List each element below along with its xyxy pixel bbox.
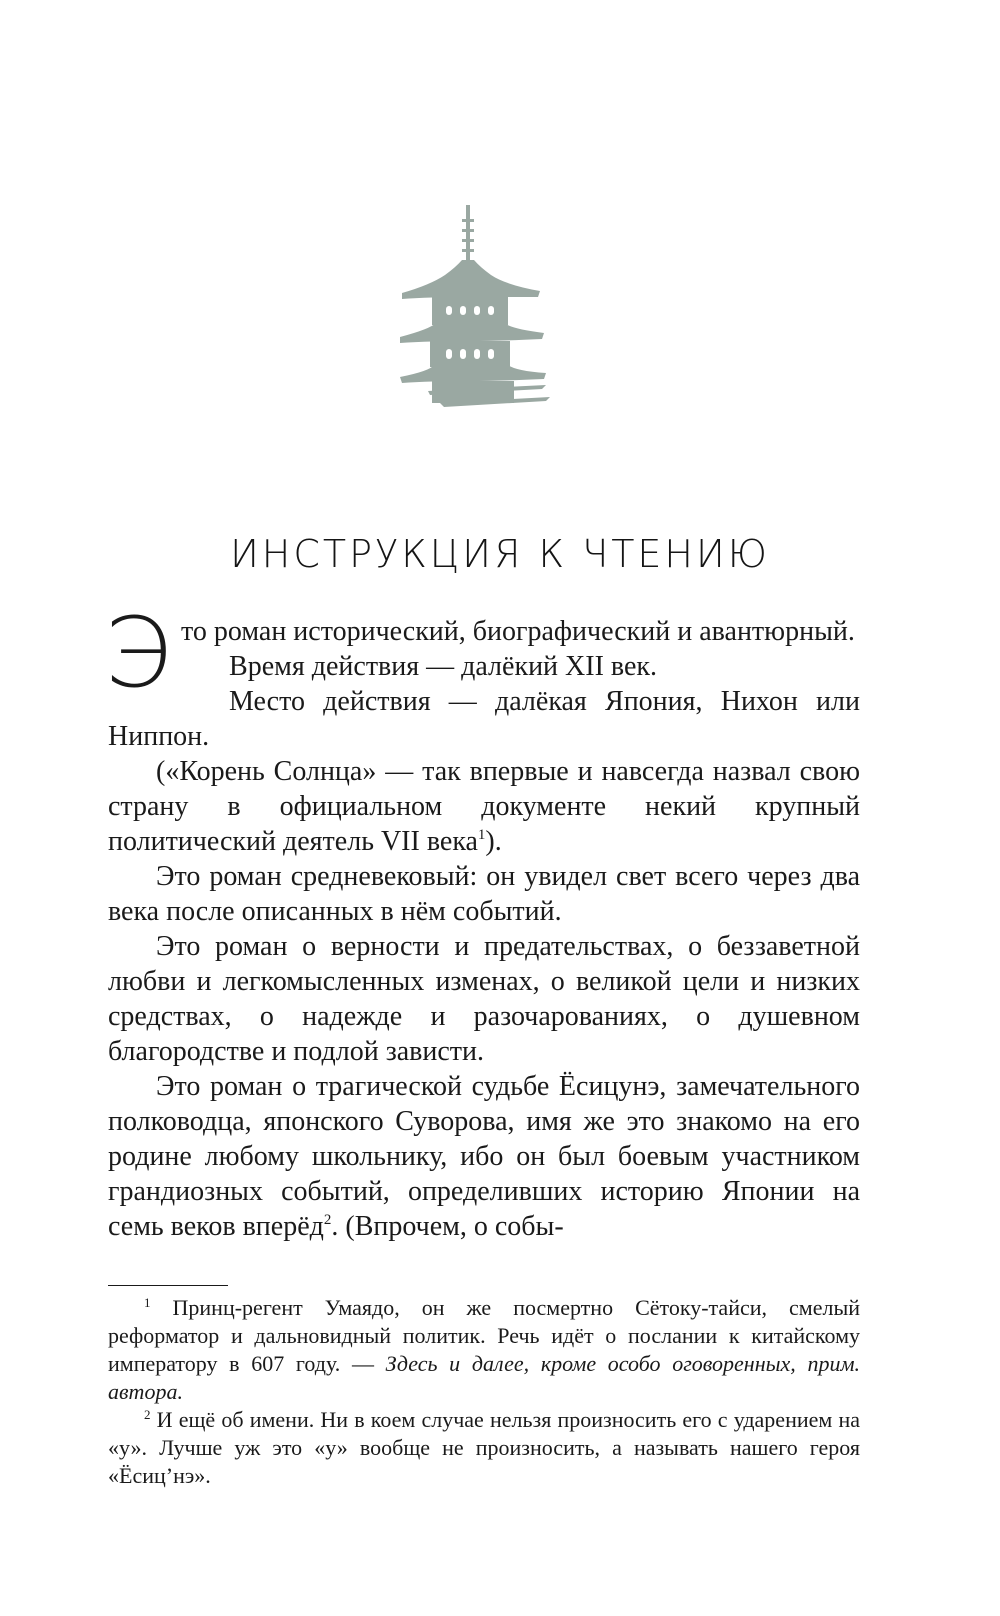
paragraph: Это роман средневековый: он увидел свет всего через два века после описанных в нём событий. xyxy=(108,861,860,927)
paragraph: Это роман исторический, биографический и авантюрный. xyxy=(104,597,855,709)
pagoda-icon xyxy=(400,205,570,415)
footnote-ref[interactable]: 2 xyxy=(323,1212,332,1228)
drop-cap: Э xyxy=(104,597,172,709)
paragraph: («Корень Солнца» — так впервые и навсегда назвал свою страну в официальном документе некий крупный политический деятель VII века$^1$). xyxy=(108,756,860,857)
paragraph: Это роман о трагической судьбе Ёсицунэ, замечательного полководца, японского Суворова, имя же это знакомо на его родине любому школьнику, ибо он был боевым участником грандиозных событий, определивших историю Японии на семь веков вперёд$^2$. (Впрочем, о собы- xyxy=(108,1071,860,1242)
body-text xyxy=(104,597,860,1244)
paragraph: Время действия — далёкий XII век. xyxy=(229,651,657,682)
paragraph: Место действия — далёкая Япония, Нихон или Ниппон. xyxy=(108,686,860,752)
footnotes xyxy=(108,1294,860,1490)
footnote-1: $^1$ Принц-регент Умаядо, он же посмертно Сётоку-тайси, смелый реформатор и дальновидный политик. Речь идёт о послании к китайскому императору в 607 году. — Здесь и далее, кроме особо оговоренных, прим. автора. xyxy=(108,1295,861,1404)
footnote-divider xyxy=(108,1285,228,1286)
chapter-title: ИНСТРУКЦИЯ К ЧТЕНИЮ xyxy=(230,532,770,576)
footnote-ref[interactable]: 1 xyxy=(477,827,486,843)
paragraph: Это роман о верности и предательствах, о беззаветной любви и легкомысленных изменах, о великой цели и низких средствах, о надежде и разочарованиях, о душевном благородстве и подлой зависти. xyxy=(108,931,860,1067)
footnote-2: $^2$ И ещё об имени. Ни в коем случае нельзя произносить его с ударением на «у». Лучше уж это «у» вообще не произносить, а называть нашего героя «Ёсиц’нэ». xyxy=(108,1407,861,1488)
